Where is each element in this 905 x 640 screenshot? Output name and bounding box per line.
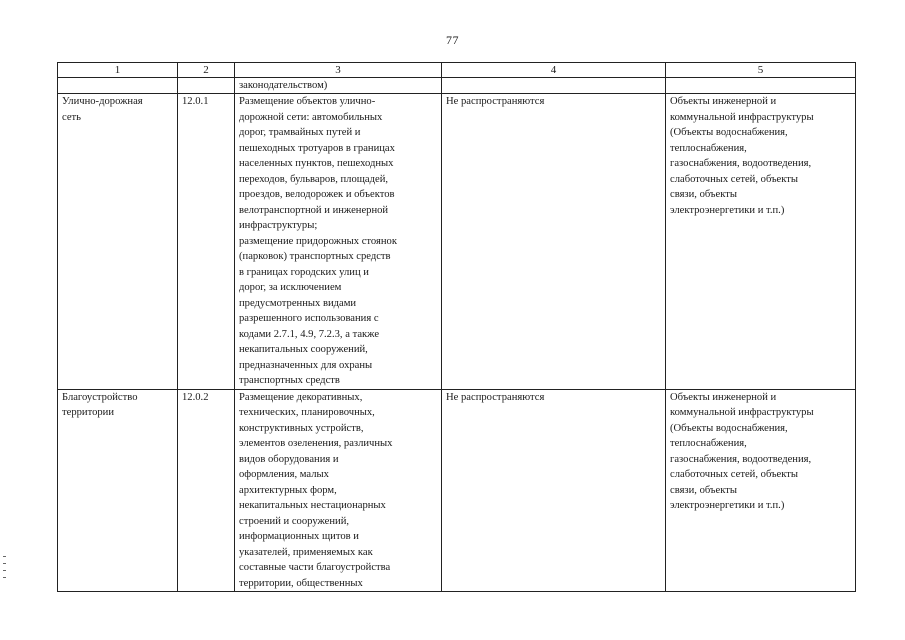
land-use-name: Улично-дорожная сеть (58, 94, 178, 390)
table-row (58, 94, 856, 390)
restriction-cell: Не распространяются (442, 94, 666, 390)
land-use-name: Благоустройство территории (58, 389, 178, 592)
land-use-code: 12.0.1 (178, 94, 235, 390)
land-use-code: 12.0.2 (178, 389, 235, 592)
binding-marks (3, 556, 7, 592)
header-cell-2: 2 (178, 63, 235, 78)
continuation-cell-2 (178, 78, 235, 94)
land-use-description: Размещение объектов улично- дорожной сети: автомобильных дорог, трамвайных путей и пешеходных тротуаров в границах населенных пунктов, пешеходных переходов, бульваров, площадей, проездов, велодорожек и объектов велотранспортной и инженерной инфраструктуры; размещение придорожных стоянок (парковок) транспортных средств в границах городских улиц и дорог, за исключением предусмотренных видами разрешенного использования с кодами 2.7.1, 4.9, 7.2.3, а также некапитальных сооружений, предназначенных для охраны транспортных средств (235, 94, 442, 390)
header-cell-5: 5 (666, 63, 856, 78)
land-use-table (57, 62, 856, 592)
continuation-cell-3: законодательством) (235, 78, 442, 94)
header-cell-4: 4 (442, 63, 666, 78)
header-cell-3: 3 (235, 63, 442, 78)
infrastructure-cell: Объекты инженерной и коммунальной инфраструктуры (Объекты водоснабжения, теплоснабжения, газоснабжения, водоотведения, слаботочных сетей, объекты связи, объекты электроэнергетики и т.п.) (666, 389, 856, 592)
continuation-cell-1 (58, 78, 178, 94)
infrastructure-cell: Объекты инженерной и коммунальной инфраструктуры (Объекты водоснабжения, теплоснабжения, газоснабжения, водоотведения, слаботочных сетей, объекты связи, объекты электроэнергетики и т.п.) (666, 94, 856, 390)
table-row (58, 389, 856, 592)
page-number: 77 (446, 33, 459, 47)
restriction-cell: Не распространяются (442, 389, 666, 592)
continuation-row (58, 78, 856, 94)
land-use-description: Размещение декоративных, технических, планировочных, конструктивных устройств, элементов озеленения, различных видов оборудования и оформления, малых архитектурных форм, некапитальных нестационарных строений и сооружений, информационных щитов и указателей, применяемых как составные части благоустройства территории, общественных (235, 389, 442, 592)
continuation-cell-5 (666, 78, 856, 94)
continuation-cell-4 (442, 78, 666, 94)
table-header-row (58, 63, 856, 78)
header-cell-1: 1 (58, 63, 178, 78)
